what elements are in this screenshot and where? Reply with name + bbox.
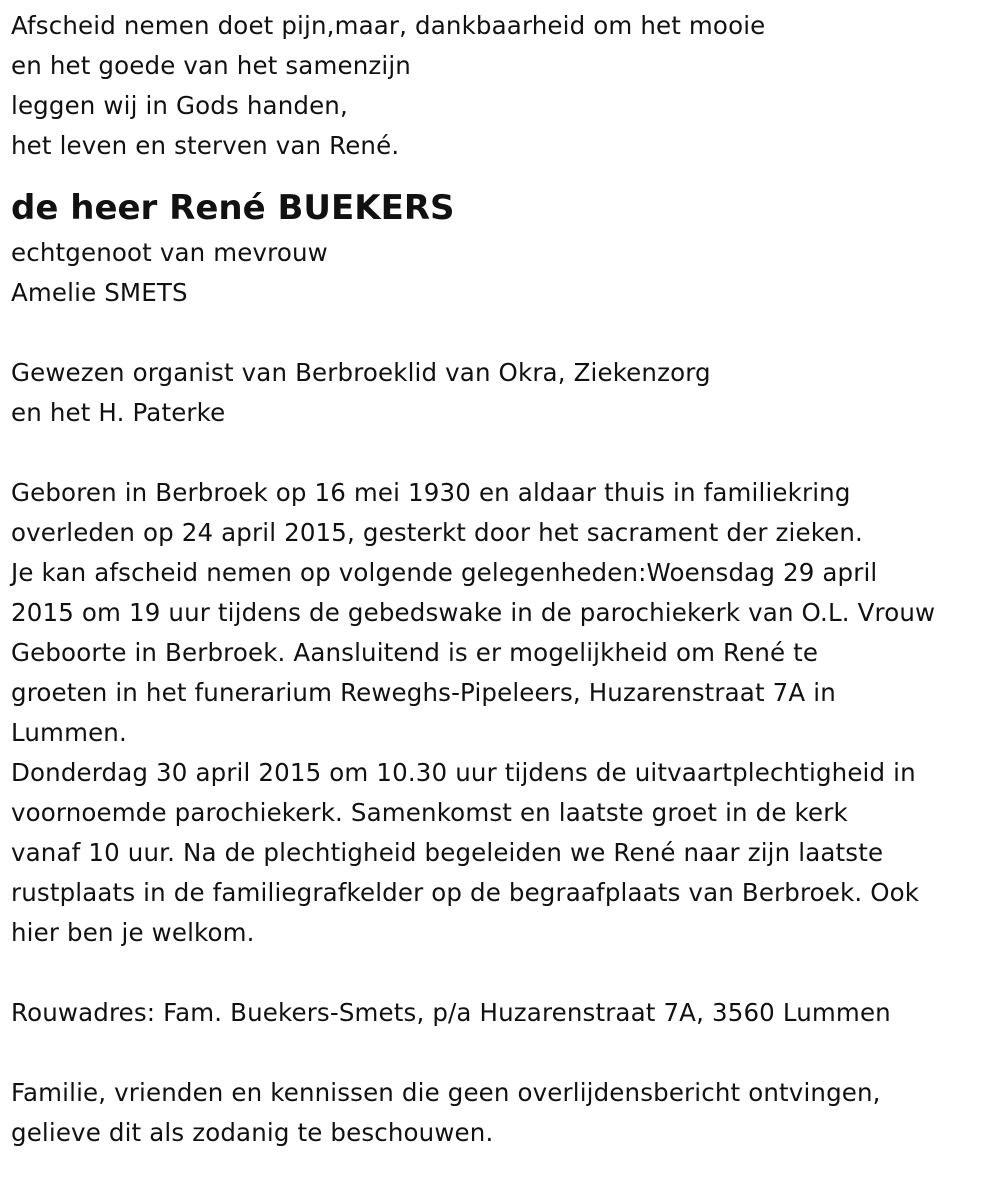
spouse-info: [11, 233, 996, 313]
details-line: 2015 om 19 uur tijdens de gebedswake in de parochiekerk van O.L. Vrouw: [11, 598, 936, 627]
deceased-name: de heer René BUEKERS: [11, 188, 455, 228]
details-line: vanaf 10 uur. Na de plechtigheid begeleiden we René naar zijn laatste: [11, 838, 884, 867]
closing-paragraph: [11, 1073, 996, 1153]
spacer: [11, 433, 996, 473]
spacer: [11, 1033, 996, 1073]
role-paragraph: [11, 353, 996, 433]
closing-line: gelieve dit als zodanig te beschouwen.: [11, 1118, 494, 1147]
role-line: en het H. Paterke: [11, 398, 226, 427]
closing-line: Familie, vrienden en kennissen die geen overlijdensbericht ontvingen,: [11, 1078, 881, 1107]
spacer: [11, 953, 996, 993]
spouse-line: echtgenoot van mevrouw: [11, 238, 328, 267]
poem-line: leggen wij in Gods handen,: [11, 91, 348, 120]
details-line: voornoemde parochiekerk. Samenkomst en laatste groet in de kerk: [11, 798, 848, 827]
details-line: Donderdag 30 april 2015 om 10.30 uur tijdens de uitvaartplechtigheid in: [11, 758, 916, 787]
details-line: overleden op 24 april 2015, gesterkt door het sacrament der zieken.: [11, 518, 863, 547]
poem-line: het leven en sterven van René.: [11, 131, 400, 160]
details-line: Geboren in Berbroek op 16 mei 1930 en aldaar thuis in familiekring: [11, 478, 851, 507]
poem: [11, 6, 996, 166]
details-line: rustplaats in de familiegrafkelder op de begraafplaats van Berbroek. Ook: [11, 878, 920, 907]
details-line: hier ben je welkom.: [11, 918, 255, 947]
poem-line: en het goede van het samenzijn: [11, 51, 411, 80]
mourning-address: Rouwadres: Fam. Buekers-Smets, p/a Huzarenstraat 7A, 3560 Lummen: [11, 998, 891, 1027]
spacer: [11, 313, 996, 353]
details-line: Je kan afscheid nemen op volgende gelegenheden:Woensdag 29 april: [11, 558, 878, 587]
details-line: Lummen.: [11, 718, 127, 747]
spouse-name: Amelie SMETS: [11, 278, 188, 307]
poem-line: Afscheid nemen doet pijn,maar, dankbaarheid om het mooie: [11, 11, 766, 40]
role-line: Gewezen organist van Berbroeklid van Okra, Ziekenzorg: [11, 358, 711, 387]
details-paragraph: [11, 473, 996, 953]
details-line: groeten in het funerarium Reweghs-Pipeleers, Huzarenstraat 7A in: [11, 678, 836, 707]
details-line: Geboorte in Berbroek. Aansluitend is er mogelijkheid om René te: [11, 638, 819, 667]
obituary-notice: [11, 6, 996, 1153]
